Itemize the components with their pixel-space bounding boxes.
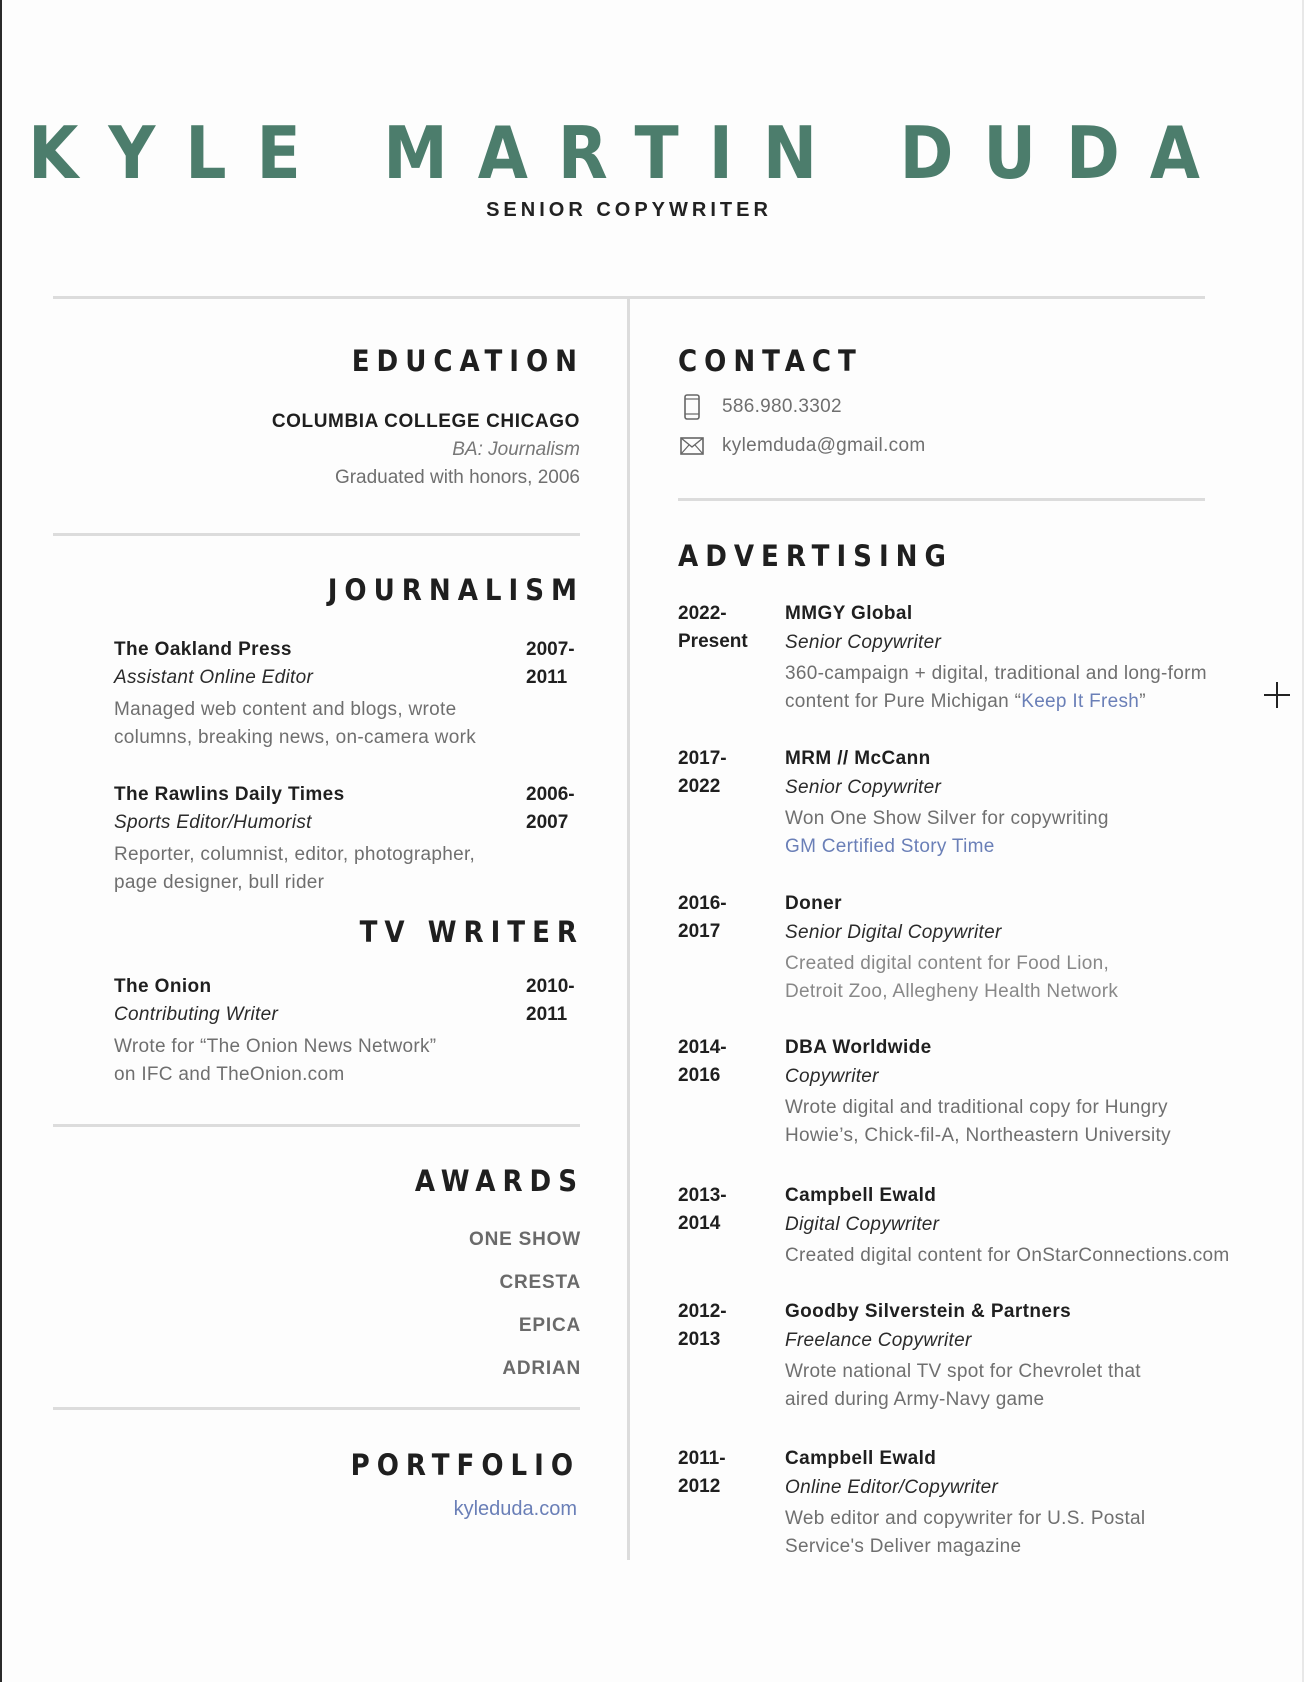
job-desc-line: Service's Deliver magazine [785,1536,1022,1557]
job-year-start: 2010- [526,976,575,997]
job-year-start: 2022- [678,603,727,624]
job-year-start: 2014- [678,1037,727,1058]
portfolio-link[interactable]: kyleduda.com [453,1498,577,1520]
job-description [114,841,580,897]
job-desc-line: Howie’s, Chick-fil-A, Northeastern University [785,1125,1171,1146]
contact-divider [678,498,1205,501]
job-desc-line: columns, breaking news, on-camera work [114,727,476,748]
phone-icon [680,394,704,420]
job-desc-line: Wrote for “The Onion News Network” [114,1036,437,1057]
job-description [785,1242,1304,1270]
job-desc-line: on IFC and TheOnion.com [114,1064,345,1085]
job-desc-line: Detroit Zoo, Allegheny Health Network [785,981,1119,1002]
job-year-end: 2011 [526,667,568,688]
job-year-start: 2013- [678,1185,727,1206]
job-company: The Rawlins Daily Times [114,784,345,805]
job-year-end: 2016 [678,1065,721,1086]
contact-phone [680,394,842,420]
job-year-start: 2006- [526,784,575,805]
job-year-start: 2012- [678,1301,727,1322]
award-item: CRESTA [499,1272,581,1293]
job-description [114,1033,580,1089]
job-description [785,1505,1255,1561]
award-item: EPICA [518,1315,581,1336]
education-degree: BA: Journalism [452,439,580,460]
contact-heading: CONTACT [678,344,863,378]
job-description [785,950,1255,1006]
award-item: ADRIAN [502,1358,581,1379]
journalism-heading: JOURNALISM [327,573,584,607]
crosshair-cursor-icon [1264,682,1290,708]
job-title: Digital Copywriter [785,1214,940,1235]
job-year-end: Present [678,631,748,652]
job-desc-line: Wrote national TV spot for Chevrolet that [785,1361,1141,1382]
job-year-start: 2016- [678,893,727,914]
job-company: DBA Worldwide [785,1037,932,1058]
job-desc-line [785,688,1255,716]
job-description [785,805,1255,861]
job-title: Online Editor/Copywriter [785,1477,999,1498]
job-years [678,1445,778,1501]
job-desc-line: Created digital content for OnStarConnections.com [785,1245,1230,1266]
job-company: Campbell Ewald [785,1448,937,1469]
keep-it-fresh-link[interactable]: Keep It Fresh [1021,691,1140,712]
job-company: Campbell Ewald [785,1185,937,1206]
job-desc-line: 360-campaign + digital, traditional and long-form [785,663,1207,684]
job-year-end: 2014 [678,1213,721,1234]
job-title: Senior Copywriter [785,777,942,798]
job-desc-line: Wrote digital and traditional copy for Hungry [785,1097,1168,1118]
email-address[interactable]: kylemduda@gmail.com [722,435,926,456]
job-year-end: 2022 [678,776,721,797]
job-year-end: 2012 [678,1476,721,1497]
page-left-edge [0,0,2,1682]
column-divider [627,298,630,1560]
job-company: MRM // McCann [785,748,931,769]
journalism-entry [114,781,580,897]
job-company: Goodby Silverstein & Partners [785,1301,1072,1322]
awards-list [469,1218,581,1390]
job-years [678,890,778,946]
job-desc-line: Managed web content and blogs, wrote [114,699,457,720]
job-desc-line: Created digital content for Food Lion, [785,953,1110,974]
education-school: COLUMBIA COLLEGE CHICAGO [271,411,580,432]
desc-text: content for Pure Michigan “ [785,691,1022,712]
job-year-start: 2011- [678,1448,726,1469]
job-years [678,745,778,801]
job-description [785,1358,1255,1414]
education-entry [272,408,580,492]
job-year-end: 2011 [526,1004,568,1025]
award-item: ONE SHOW [469,1229,581,1250]
resume-name: KYLE MARTIN DUDA [28,111,1230,195]
job-title: Copywriter [785,1066,879,1087]
education-graduated: Graduated with honors, 2006 [334,467,580,488]
job-company: MMGY Global [785,603,913,624]
journalism-entry [114,636,580,752]
tv-writer-entry [114,973,580,1089]
education-heading: EDUCATION [351,344,584,378]
portfolio-heading: PORTFOLIO [350,1448,580,1482]
job-years [678,600,778,656]
job-desc-line: aired during Army-Navy game [785,1389,1045,1410]
job-title: Freelance Copywriter [785,1330,972,1351]
job-years [526,781,580,837]
phone-number[interactable]: 586.980.3302 [722,396,842,417]
job-title: Senior Copywriter [785,632,942,653]
advertising-heading: ADVERTISING [678,539,953,573]
job-year-end: 2007 [526,812,569,833]
job-company: The Oakland Press [114,639,292,660]
job-year-end: 2017 [678,921,721,942]
job-title: Contributing Writer [114,1004,279,1025]
job-years [526,973,580,1029]
job-description [114,696,580,752]
job-desc-line: Web editor and copywriter for U.S. Postal [785,1508,1146,1529]
envelope-icon [680,433,704,459]
contact-email [680,433,925,459]
job-description [785,660,1255,716]
tv-writer-divider [53,1124,580,1127]
job-year-start: 2017- [678,748,727,769]
job-desc-line: Won One Show Silver for copywriting [785,808,1109,829]
job-desc-line: page designer, bull rider [114,872,325,893]
resume-subtitle: SENIOR COPYWRITER [486,199,772,221]
job-years [678,1034,778,1090]
job-desc-line: Reporter, columnist, editor, photographer, [114,844,476,865]
job-year-start: 2007- [526,639,575,660]
education-divider [53,533,580,536]
job-title: Senior Digital Copywriter [785,922,1002,943]
gm-certified-story-time-link[interactable]: GM Certified Story Time [785,836,995,857]
desc-text: ” [1139,691,1146,712]
job-company: Doner [785,893,842,914]
job-years [678,1182,778,1238]
job-description [785,1094,1255,1150]
tv-writer-heading: TV WRITER [359,915,584,949]
job-title: Sports Editor/Humorist [114,812,312,833]
job-years [678,1298,778,1354]
job-year-end: 2013 [678,1329,721,1350]
job-company: The Onion [114,976,212,997]
job-title: Assistant Online Editor [114,667,314,688]
awards-heading: AWARDS [414,1164,584,1198]
job-years [526,636,580,692]
awards-divider [53,1407,580,1410]
